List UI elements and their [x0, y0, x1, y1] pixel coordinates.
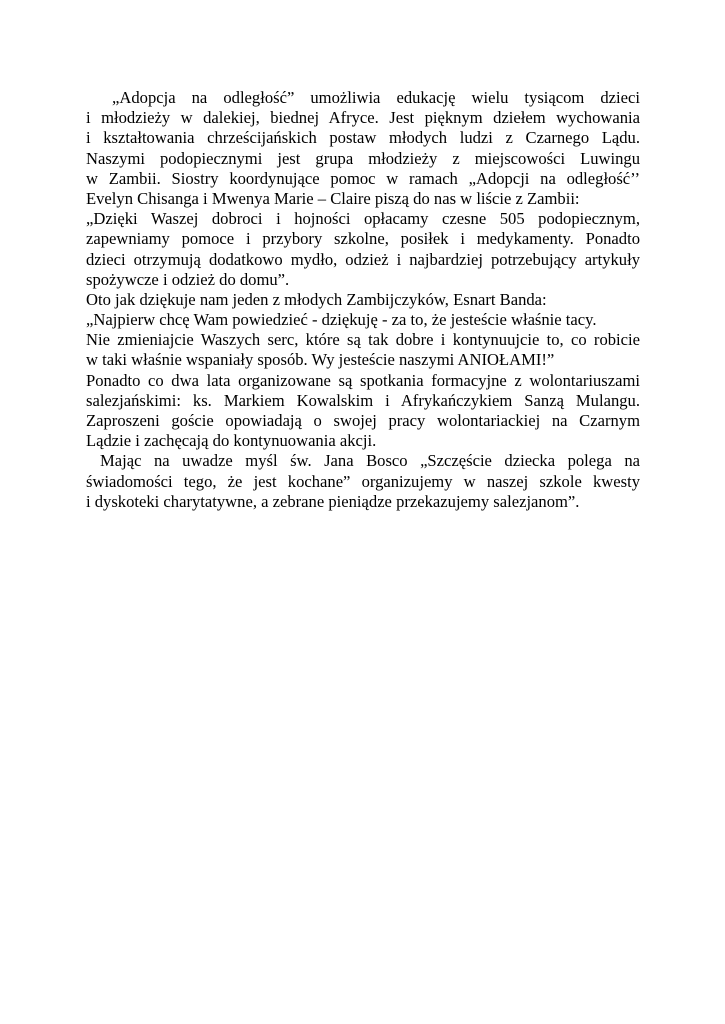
- text-line: Ponadto co dwa lata organizowane są spotkania formacyjne z wolontariuszami: [86, 370, 640, 390]
- text-line: „Dzięki Waszej dobroci i hojności opłacamy czesne 505 podopiecznym,: [86, 209, 640, 229]
- text-line: salezjańskimi: ks. Markiem Kowalskim i Afrykańczykiem Sanzą Mulangu.: [86, 390, 640, 410]
- text-line: Naszymi podopiecznymi jest grupa młodzieży z miejscowości Luwingu: [86, 148, 640, 168]
- text-line: Mając na uwadze myśl św. Jana Bosco „Szczęście dziecka polega na: [100, 451, 640, 471]
- text-line: Zaproszeni goście opowiadają o swojej pracy wolontariackiej na Czarnym: [86, 411, 640, 430]
- text-line: dzieci otrzymują dodatkowo mydło, odzież i najbardziej potrzebujący artykuły: [86, 249, 640, 269]
- paragraph-adoption-intro: [86, 88, 640, 209]
- paragraph-sisters-quote: [86, 209, 640, 290]
- text-line: zapewniamy pomoce i przybory szkolne, posiłek i medykamenty. Ponadto: [86, 229, 640, 249]
- text-line: Lądzie i zachęcają do kontynuowania akcji.: [86, 431, 377, 451]
- text-line: „Adopcja na odległość” umożliwia edukację wielu tysiącom dzieci: [112, 88, 640, 107]
- text-line: Oto jak dziękuje nam jeden z młodych Zambijczyków, Esnart Banda:: [86, 289, 547, 309]
- text-line: i młodzieży w dalekiej, biednej Afryce. Jest pięknym dziełem wychowania: [86, 108, 640, 128]
- text-line: świadomości tego, że jest kochane” organizujemy w naszej szkole kwesty: [86, 471, 640, 491]
- text-line: i dyskoteki charytatywne, a zebrane pieniądze przekazujemy salezjanom”.: [86, 491, 580, 511]
- paragraph-thanks-intro: [86, 290, 640, 310]
- paragraph-student-quote: [86, 310, 640, 371]
- text-line: „Najpierw chcę Wam powiedzieć - dziękuję - za to, że jesteście właśnie tacy.: [86, 310, 597, 330]
- text-line: Evelyn Chisanga i Mwenya Marie – Claire piszą do nas w liście z Zambii:: [86, 188, 580, 208]
- text-line: Nie zmieniajcie Waszych serc, które są tak dobre i kontynuujcie to, co robicie: [86, 330, 640, 350]
- document-page: [86, 88, 640, 512]
- text-line: w Zambii. Siostry koordynujące pomoc w ramach „Adopcji na odległość’’: [86, 168, 640, 188]
- paragraph-charity-events: [86, 451, 640, 512]
- paragraph-volunteer-meetings: [86, 371, 640, 452]
- text-line: i kształtowania chrześcijańskich postaw młodych ludzi z Czarnego Lądu.: [86, 128, 640, 148]
- text-line: w taki właśnie wspaniały sposób. Wy jesteście naszymi ANIOŁAMI!”: [86, 350, 555, 370]
- text-line: spożywcze i odzież do domu”.: [86, 269, 290, 289]
